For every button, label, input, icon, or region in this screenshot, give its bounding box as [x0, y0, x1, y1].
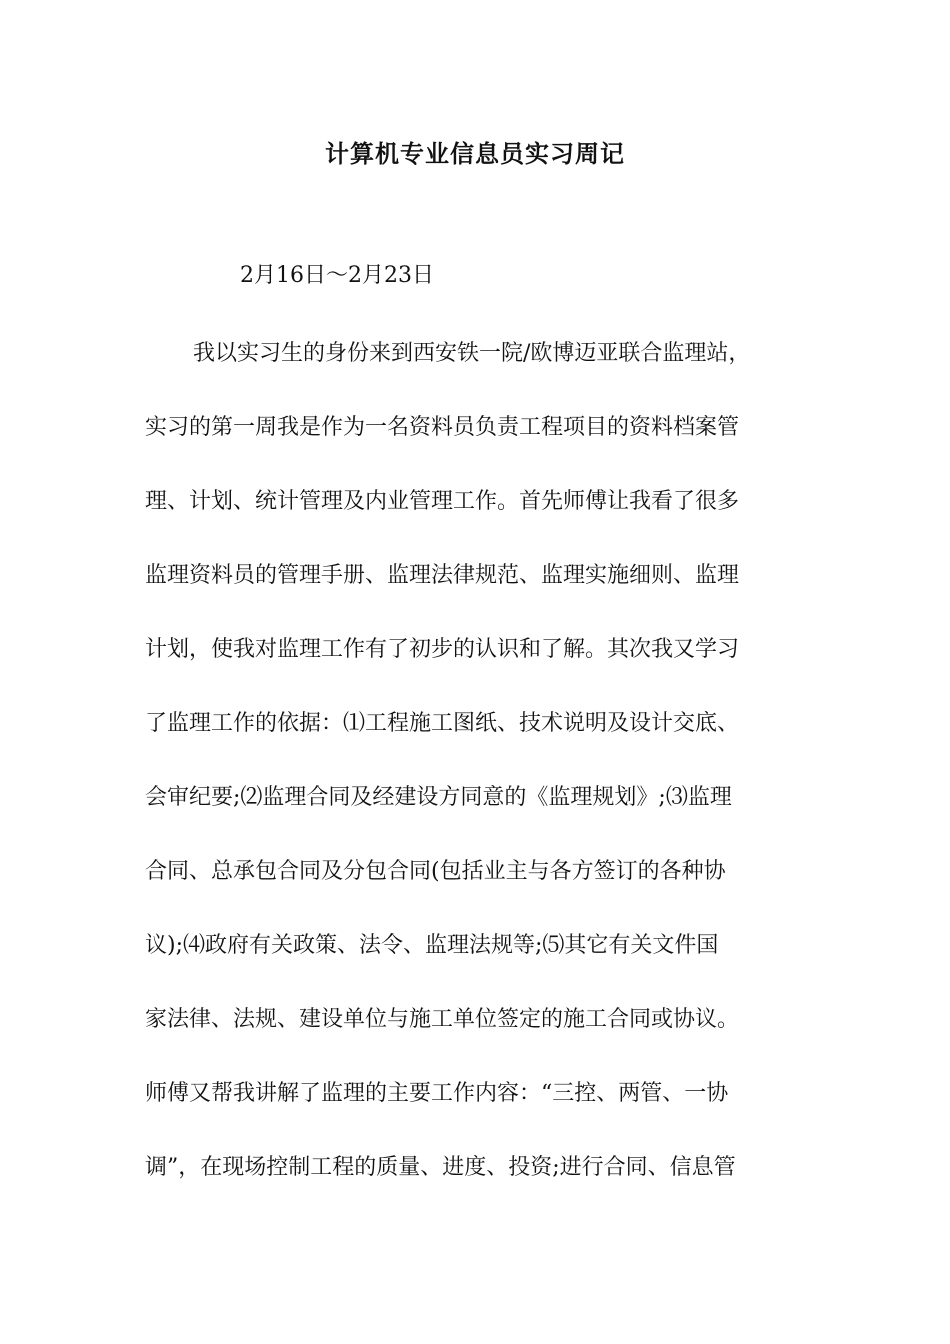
body-line: 合同、总承包合同及分包合同(包括业主与各方签订的各种协: [145, 859, 726, 884]
body-line: 了监理工作的依据：⑴工程施工图纸、技术说明及设计交底、: [145, 711, 740, 736]
body-line: 理、计划、统计管理及内业管理工作。首先师傅让我看了很多: [145, 489, 740, 514]
date-range: 2月16日～2月23日: [240, 263, 434, 288]
body-line: 监理资料员的管理手册、监理法律规范、监理实施细则、监理: [145, 563, 740, 588]
document-title: 计算机专业信息员实习周记: [325, 139, 625, 168]
body-line: 议);⑷政府有关政策、法令、监理法规等;⑸其它有关文件国: [145, 933, 719, 958]
body-line: 实习的第一周我是作为一名资料员负责工程项目的资料档案管: [145, 415, 740, 440]
body-line: 调”，在现场控制工程的质量、进度、投资;进行合同、信息管: [145, 1155, 736, 1180]
body-line: 会审纪要;⑵监理合同及经建设方同意的《监理规划》;⑶监理: [145, 785, 732, 810]
body-line: 家法律、法规、建设单位与施工单位签定的施工合同或协议。: [145, 1007, 740, 1032]
body-line: 计划，使我对监理工作有了初步的认识和了解。其次我又学习: [145, 637, 740, 662]
body-line: 师傅又帮我讲解了监理的主要工作内容：“三控、两管、一协: [145, 1081, 729, 1106]
body-line: 我以实习生的身份来到西安铁一院/欧博迈亚联合监理站，: [193, 341, 751, 366]
